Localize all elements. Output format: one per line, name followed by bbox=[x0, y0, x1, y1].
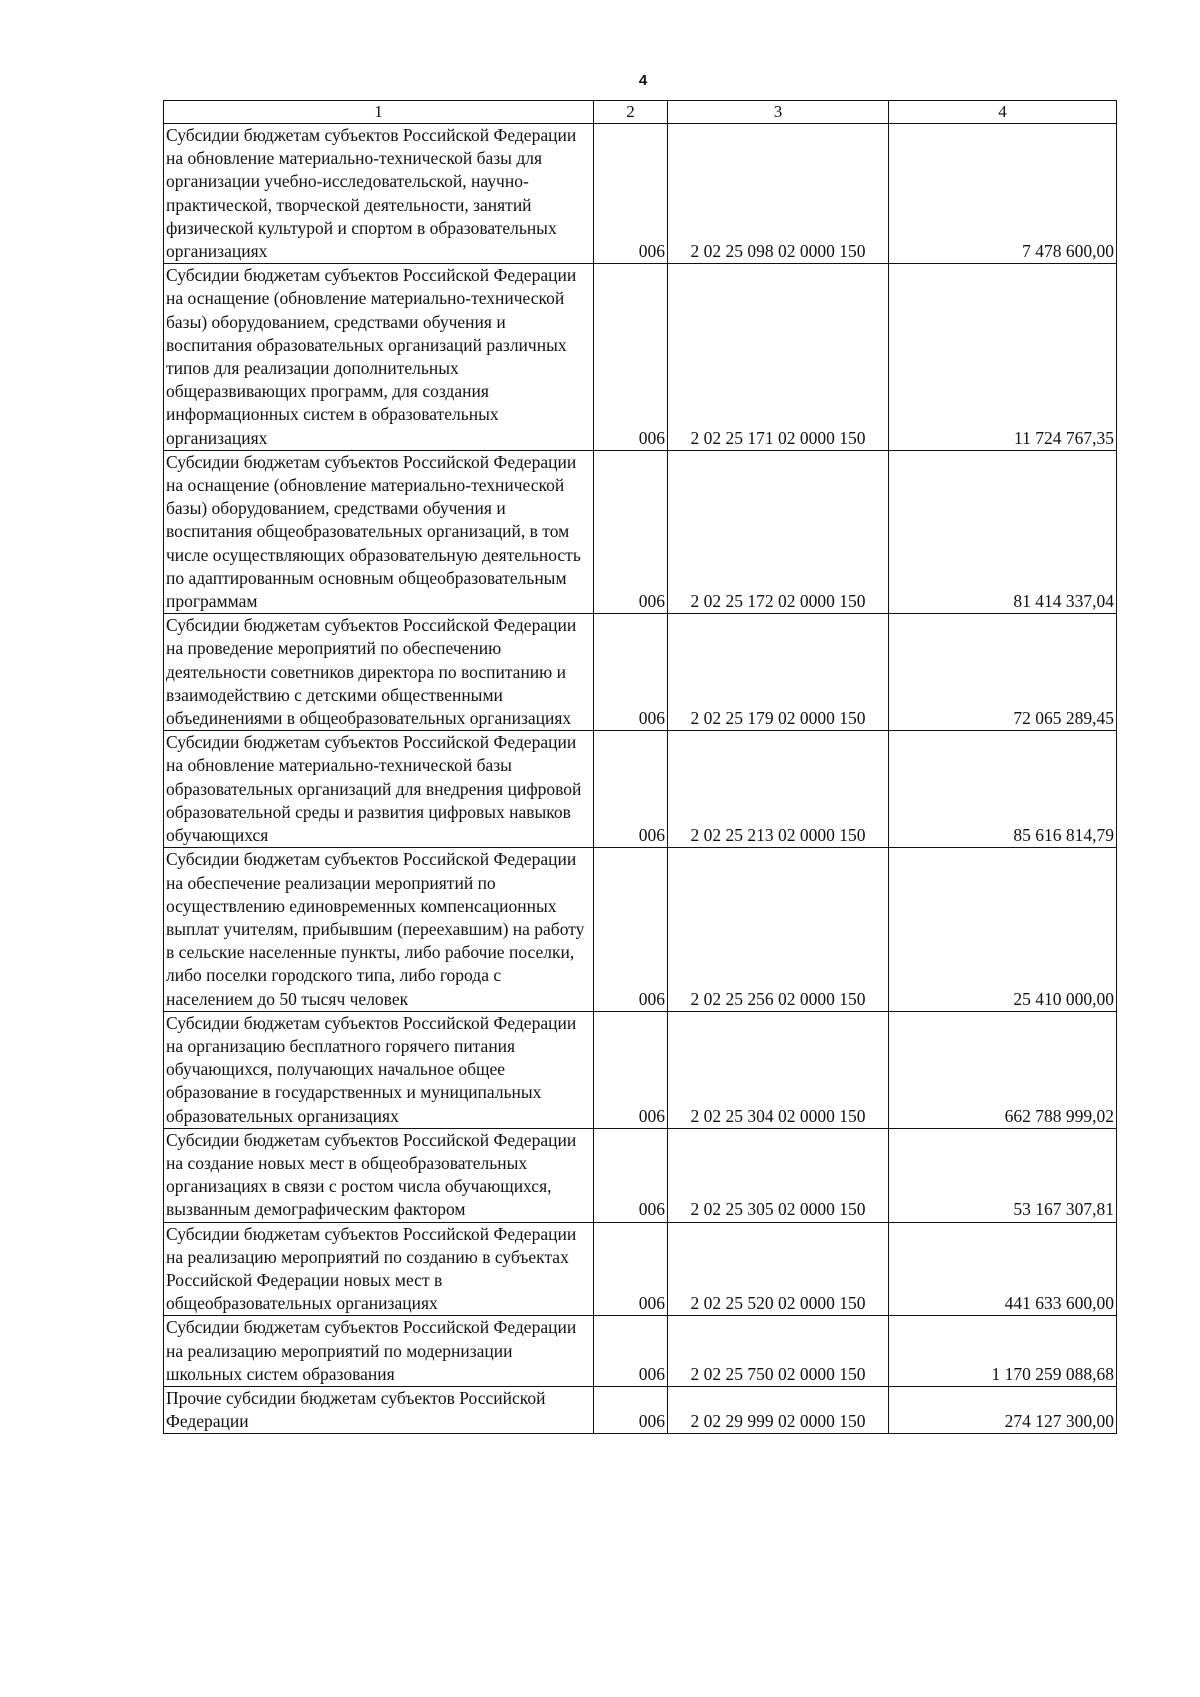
row-description: Субсидии бюджетам субъектов Российской Федерации на создание новых мест в общеобразовательных организациях в связи с ростом числа обучающихся, вызванным демографическим фактором bbox=[164, 1128, 594, 1222]
row-amount: 7 478 600,00 bbox=[889, 124, 1117, 264]
row-amount: 1 170 259 088,68 bbox=[889, 1316, 1117, 1387]
row-amount: 441 633 600,00 bbox=[889, 1222, 1117, 1316]
row-budget-code: 2 02 25 305 02 0000 150 bbox=[668, 1128, 889, 1222]
table-row bbox=[164, 124, 1117, 264]
row-admin-code: 006 bbox=[594, 1011, 668, 1128]
row-description: Субсидии бюджетам субъектов Российской Федерации на обновление материально-технической базы образовательных организаций для внедрения цифровой образовательной среды и развития цифровых навыков обучающихся bbox=[164, 731, 594, 848]
row-description: Субсидии бюджетам субъектов Российской Федерации на организацию бесплатного горячего питания обучающихся, получающих начальное общее образование в государственных и муниципальных образовательных организациях bbox=[164, 1011, 594, 1128]
row-admin-code: 006 bbox=[594, 264, 668, 451]
table-row bbox=[164, 1222, 1117, 1316]
row-description: Субсидии бюджетам субъектов Российской Федерации на реализацию мероприятий по созданию в субъектах Российской Федерации новых мест в общеобразовательных организациях bbox=[164, 1222, 594, 1316]
row-amount: 274 127 300,00 bbox=[889, 1386, 1117, 1433]
row-description: Прочие субсидии бюджетам субъектов Российской Федерации bbox=[164, 1386, 594, 1433]
row-budget-code: 2 02 25 750 02 0000 150 bbox=[668, 1316, 889, 1387]
table-row bbox=[164, 1386, 1117, 1433]
row-description: Субсидии бюджетам субъектов Российской Федерации на обновление материально-технической базы для организации учебно-исследовательской, научно-практической, творческой деятельности, занятий физической культурой и спортом в образовательных организациях bbox=[164, 124, 594, 264]
row-budget-code: 2 02 25 304 02 0000 150 bbox=[668, 1011, 889, 1128]
table-row bbox=[164, 1316, 1117, 1387]
column-header-2: 2 bbox=[594, 101, 668, 124]
table-row bbox=[164, 1128, 1117, 1222]
row-admin-code: 006 bbox=[594, 848, 668, 1011]
budget-table bbox=[163, 100, 1117, 1434]
row-budget-code: 2 02 25 098 02 0000 150 bbox=[668, 124, 889, 264]
page-number: 4 bbox=[638, 72, 648, 89]
row-admin-code: 006 bbox=[594, 1316, 668, 1387]
table-row bbox=[164, 848, 1117, 1011]
table-row bbox=[164, 614, 1117, 731]
row-admin-code: 006 bbox=[594, 731, 668, 848]
row-description: Субсидии бюджетам субъектов Российской Федерации на оснащение (обновление материально-технической базы) оборудованием, средствами обучения и воспитания образовательных организаций различных типов для реализации дополнительных общеразвивающих программ, для создания информационных систем в образовательных организациях bbox=[164, 264, 594, 451]
row-budget-code: 2 02 25 520 02 0000 150 bbox=[668, 1222, 889, 1316]
row-amount: 85 616 814,79 bbox=[889, 731, 1117, 848]
row-admin-code: 006 bbox=[594, 450, 668, 613]
table-row bbox=[164, 264, 1117, 451]
row-amount: 662 788 999,02 bbox=[889, 1011, 1117, 1128]
row-amount: 11 724 767,35 bbox=[889, 264, 1117, 451]
row-amount: 53 167 307,81 bbox=[889, 1128, 1117, 1222]
table-body bbox=[164, 124, 1117, 1434]
row-admin-code: 006 bbox=[594, 614, 668, 731]
table-row bbox=[164, 450, 1117, 613]
row-budget-code: 2 02 25 172 02 0000 150 bbox=[668, 450, 889, 613]
table-row bbox=[164, 1011, 1117, 1128]
table-row bbox=[164, 731, 1117, 848]
row-description: Субсидии бюджетам субъектов Российской Федерации на реализацию мероприятий по модернизации школьных систем образования bbox=[164, 1316, 594, 1387]
row-description: Субсидии бюджетам субъектов Российской Федерации на обеспечение реализации мероприятий по осуществлению единовременных компенсационных выплат учителям, прибывшим (переехавшим) на работу в сельские населенные пункты, либо рабочие поселки, либо поселки городского типа, либо города с населением до 50 тысяч человек bbox=[164, 848, 594, 1011]
row-budget-code: 2 02 25 171 02 0000 150 bbox=[668, 264, 889, 451]
row-budget-code: 2 02 29 999 02 0000 150 bbox=[668, 1386, 889, 1433]
column-header-1: 1 bbox=[164, 101, 594, 124]
column-header-3: 3 bbox=[668, 101, 889, 124]
row-amount: 25 410 000,00 bbox=[889, 848, 1117, 1011]
row-description: Субсидии бюджетам субъектов Российской Федерации на оснащение (обновление материально-технической базы) оборудованием, средствами обучения и воспитания общеобразовательных организаций, в том числе осуществляющих образовательную деятельность по адаптированным основным общеобразовательным программам bbox=[164, 450, 594, 613]
row-admin-code: 006 bbox=[594, 1386, 668, 1433]
row-budget-code: 2 02 25 179 02 0000 150 bbox=[668, 614, 889, 731]
row-budget-code: 2 02 25 256 02 0000 150 bbox=[668, 848, 889, 1011]
row-amount: 81 414 337,04 bbox=[889, 450, 1117, 613]
row-admin-code: 006 bbox=[594, 124, 668, 264]
row-admin-code: 006 bbox=[594, 1128, 668, 1222]
row-budget-code: 2 02 25 213 02 0000 150 bbox=[668, 731, 889, 848]
row-admin-code: 006 bbox=[594, 1222, 668, 1316]
table-header-row bbox=[164, 101, 1117, 124]
column-header-4: 4 bbox=[889, 101, 1117, 124]
row-amount: 72 065 289,45 bbox=[889, 614, 1117, 731]
row-description: Субсидии бюджетам субъектов Российской Федерации на проведение мероприятий по обеспечению деятельности советников директора по воспитанию и взаимодействию с детскими общественными объединениями в общеобразовательных организациях bbox=[164, 614, 594, 731]
